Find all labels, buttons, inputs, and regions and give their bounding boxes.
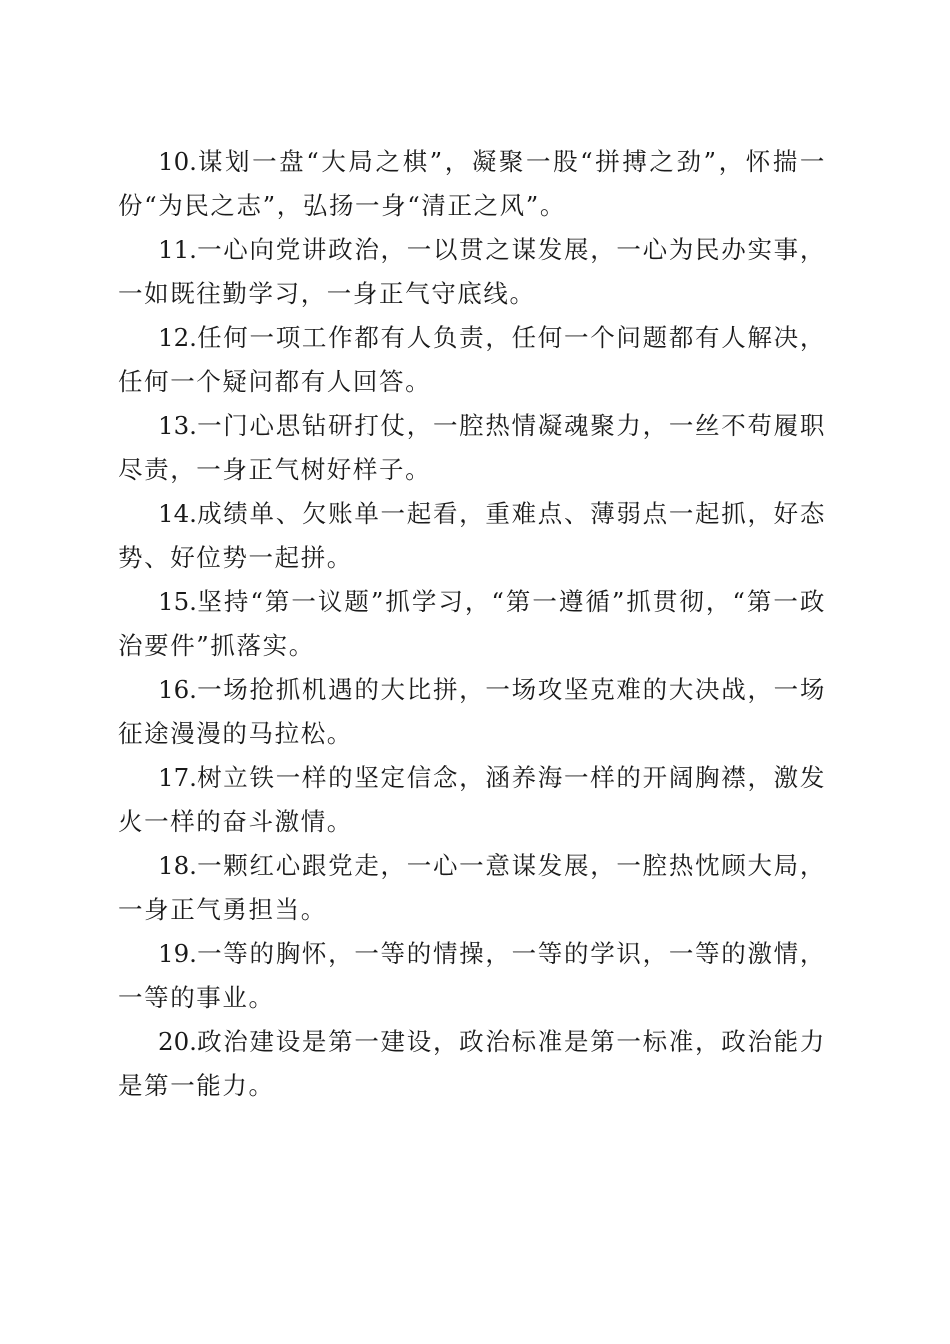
list-item [118,140,826,228]
item-number: 15. [158,587,197,616]
list-item [118,932,826,1020]
item-number: 17. [158,763,197,792]
item-number: 18. [158,851,197,880]
item-text: 一心向党讲政治，一以贯之谋发展，一心为民办实事，一如既往勤学习，一身正气守底线。 [118,235,826,308]
list-item [118,844,826,932]
item-number: 13. [158,411,197,440]
item-number: 11. [158,235,197,264]
item-text: 成绩单、欠账单一起看，重难点、薄弱点一起抓，好态势、好位势一起拼。 [118,499,826,572]
item-number: 20. [158,1027,197,1056]
list-item [118,756,826,844]
item-number: 19. [158,939,197,968]
list-item [118,492,826,580]
item-text: 谋划一盘“大局之棋”，凝聚一股“拼搏之劲”，怀揣一份“为民之志”，弘扬一身“清正之风”。 [118,147,826,220]
list-item [118,316,826,404]
item-text: 一门心思钻研打仗，一腔热情凝魂聚力，一丝不苟履职尽责，一身正气树好样子。 [118,411,826,484]
item-text: 一等的胸怀，一等的情操，一等的学识，一等的激情，一等的事业。 [118,939,826,1012]
item-text: 政治建设是第一建设，政治标准是第一标准，政治能力是第一能力。 [118,1027,826,1100]
item-text: 一场抢抓机遇的大比拼，一场攻坚克难的大决战，一场征途漫漫的马拉松。 [118,675,826,748]
item-text: 坚持“第一议题”抓学习，“第一遵循”抓贯彻，“第一政治要件”抓落实。 [118,587,826,660]
item-text: 一颗红心跟党走，一心一意谋发展，一腔热忱顾大局，一身正气勇担当。 [118,851,826,924]
list-item [118,1020,826,1108]
item-text: 任何一项工作都有人负责，任何一个问题都有人解决，任何一个疑问都有人回答。 [118,323,826,396]
item-number: 12. [158,323,197,352]
list-item [118,668,826,756]
list-item [118,580,826,668]
list-item [118,228,826,316]
item-text: 树立铁一样的坚定信念，涵养海一样的开阔胸襟，激发火一样的奋斗激情。 [118,763,826,836]
item-number: 10. [158,147,197,176]
item-number: 16. [158,675,197,704]
document-body [118,140,826,1108]
list-item [118,404,826,492]
item-number: 14. [158,499,197,528]
